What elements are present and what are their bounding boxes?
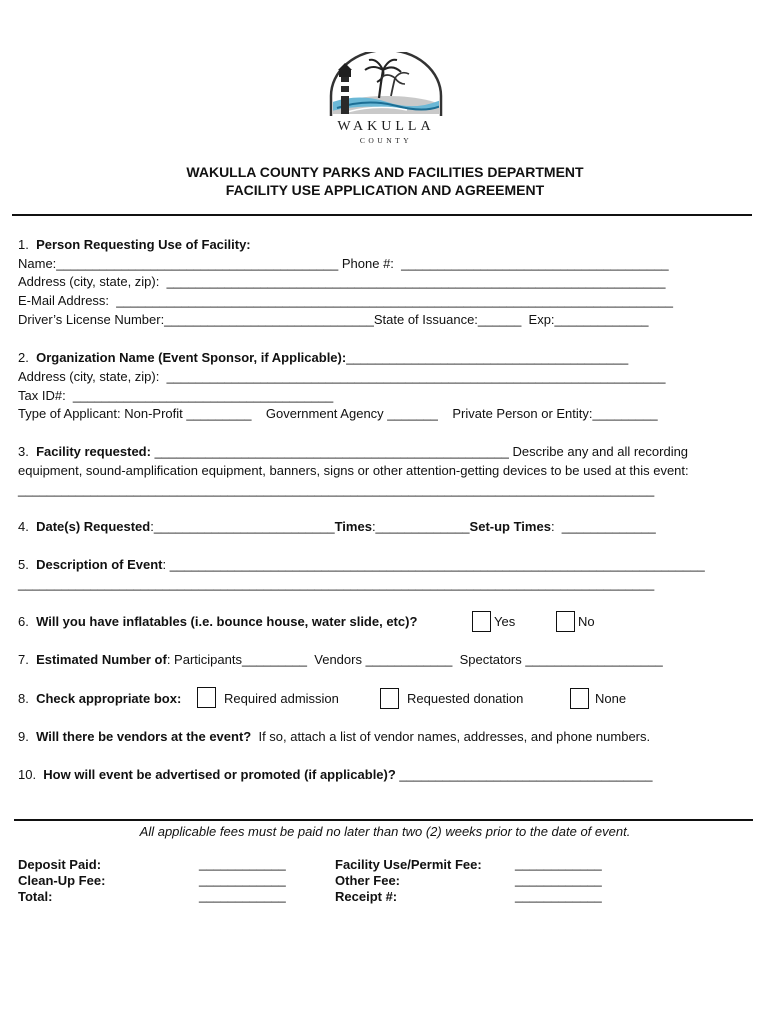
organization-field[interactable]: 2. Organization Name (Event Sponsor, if Applicable):_______________________________________ (18, 350, 629, 365)
none-checkbox[interactable] (570, 688, 589, 709)
required-admission-label: Required admission (224, 691, 339, 706)
tax-id-field[interactable]: Tax ID#: ____________________________________ (18, 388, 334, 403)
check-box-question: 8. Check appropriate box: (18, 691, 182, 706)
form-title: FACILITY USE APPLICATION AND AGREEMENT (225, 182, 545, 198)
applicant-type-field[interactable]: Type of Applicant: Non-Profit _________ Government Agency _______ Private Person or Entity:_________ (18, 406, 658, 421)
inflatables-yes-label: Yes (494, 614, 516, 629)
facility-fee-field[interactable]: ____________ (515, 856, 602, 871)
header-divider (12, 214, 752, 216)
receipt-label: Receipt #: (335, 889, 398, 904)
facility-requested-field[interactable]: 3. Facility requested: _________________________________________________ Describe any and all recording (18, 444, 689, 459)
lighthouse-palm-icon (327, 52, 445, 122)
inflatables-no-checkbox[interactable] (556, 611, 575, 632)
clean-up-fee-label: Clean-Up Fee: (18, 873, 106, 888)
other-fee-label: Other Fee: (335, 873, 401, 888)
section-1-heading: 1. Person Requesting Use of Facility: (18, 237, 251, 252)
vendors-question: 9. Will there be vendors at the event? If so, attach a list of vendor names, addresses, and phone numbers. (18, 729, 651, 744)
dates-times-field[interactable]: 4. Date(s) Requested:_________________________Times:_____________Set-up Times: _____________ (18, 519, 656, 534)
inflatables-question: 6. Will you have inflatables (i.e. bounce house, water slide, etc)? (18, 614, 418, 629)
name-phone-field[interactable]: Name:_______________________________________ Phone #: _____________________________________ (18, 256, 669, 271)
total-label: Total: (18, 889, 53, 904)
facility-fee-label: Facility Use/Permit Fee: (335, 857, 482, 872)
inflatables-no-label: No (578, 614, 595, 629)
logo-subtitle: COUNTY (359, 136, 413, 145)
requested-donation-label: Requested donation (407, 691, 524, 706)
estimated-number-field[interactable]: 7. Estimated Number of: Participants_________ Vendors ____________ Spectators ___________________ (18, 652, 663, 667)
equipment-field[interactable]: ________________________________________________________________________________________ (18, 482, 655, 497)
deposit-paid-field[interactable]: ____________ (199, 856, 286, 871)
total-field[interactable]: ____________ (199, 888, 286, 903)
other-fee-field[interactable]: ____________ (515, 872, 602, 887)
equipment-description: equipment, sound-amplification equipment, banners, signs or other attention-getting devices to be used at this event: (18, 463, 689, 478)
fees-divider (14, 819, 753, 821)
fees-notice: All applicable fees must be paid no later than two (2) weeks prior to the date of event. (139, 824, 631, 839)
email-field[interactable]: E-Mail Address: _____________________________________________________________________________ (18, 293, 673, 308)
department-title: WAKULLA COUNTY PARKS AND FACILITIES DEPARTMENT (186, 164, 584, 180)
none-label: None (595, 691, 627, 706)
logo-wordmark: WAKULLA (337, 119, 435, 134)
event-description-field[interactable]: 5. Description of Event: __________________________________________________________________________ (18, 557, 705, 572)
receipt-field[interactable]: ____________ (515, 888, 602, 903)
required-admission-checkbox[interactable] (197, 687, 216, 708)
requested-donation-checkbox[interactable] (380, 688, 399, 709)
address-field[interactable]: Address (city, state, zip): _____________________________________________________________________ (18, 274, 666, 289)
license-field[interactable]: Driver’s License Number:_____________________________State of Issuance:______ Exp:_____________ (18, 312, 649, 327)
org-address-field[interactable]: Address (city, state, zip): _____________________________________________________________________ (18, 369, 666, 384)
clean-up-fee-field[interactable]: ____________ (199, 872, 286, 887)
county-logo (327, 52, 445, 148)
inflatables-yes-checkbox[interactable] (472, 611, 491, 632)
deposit-paid-label: Deposit Paid: (18, 857, 102, 872)
advertising-field[interactable]: 10. How will event be advertised or promoted (if applicable)? ___________________________________ (18, 767, 653, 782)
event-description-line-2[interactable]: ________________________________________________________________________________________ (18, 576, 655, 591)
